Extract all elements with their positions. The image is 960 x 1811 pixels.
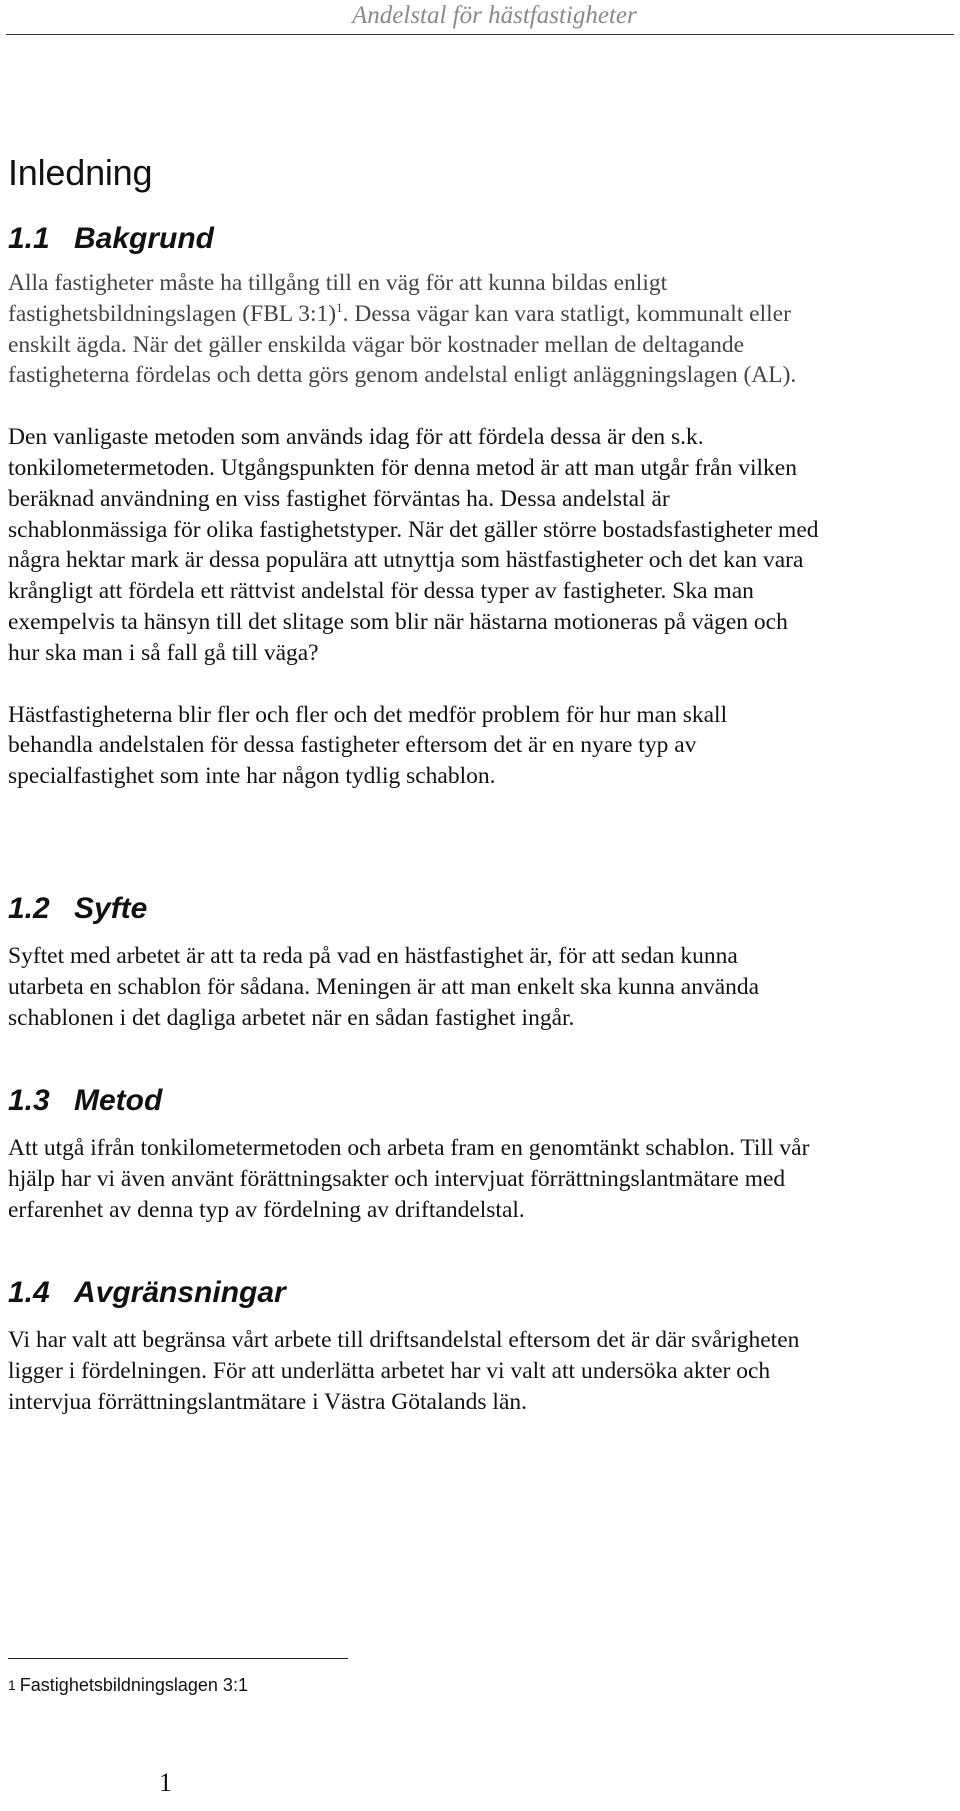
text-line: schablonmässiga för olika fastighetstyper. När det gäller större bostadsfastigheter med [8, 516, 819, 543]
running-header-title: Andelstal för hästfastigheter [352, 2, 637, 29]
text-line: behandla andelstalen för dessa fastigheter eftersom det är en nyare typ av [8, 732, 697, 759]
text-line: exempelvis ta hänsyn till det slitage som blir när hästarna motioneras på vägen och [8, 608, 788, 635]
footnote-reference[interactable]: 1 [336, 299, 343, 315]
text-segment: fastighetsbildningslagen (FBL 3:1) [8, 300, 337, 327]
text-line: Alla fastigheter måste ha tillgång till en väg för att kunna bildas enligt [8, 270, 668, 296]
text-line: hur ska man i så fall gå till väga? [8, 639, 319, 666]
text-line: Vi har valt att begränsa vårt arbete till driftsandelstal eftersom det är där svårigheten [8, 1327, 800, 1353]
section-bakgrund [8, 221, 952, 792]
text-line: intervjua förrättningslantmätare i Västra Götalands län. [8, 1388, 528, 1415]
paragraph [8, 941, 952, 1033]
footnote-divider [8, 1658, 348, 1659]
text-line: fastigheterna fördelas och detta görs genom andelstal enligt anläggningslagen (AL). [8, 362, 797, 389]
section-syfte [8, 891, 952, 1033]
section-number: 1.3 [8, 1084, 50, 1117]
paragraph [8, 268, 952, 391]
section-title: Metod [74, 1084, 163, 1117]
section-title: Syfte [74, 892, 148, 925]
section-title: Bakgrund [74, 222, 215, 255]
section-heading [8, 1083, 952, 1119]
section-number: 1.2 [8, 892, 50, 925]
text-line: krångligt att fördela ett rättvist andelstal för dessa typer av fastigheter. Ska man [8, 578, 754, 605]
paragraph [8, 700, 952, 792]
page-number: 1 [159, 1768, 172, 1797]
section-heading [8, 891, 952, 927]
section-metod [8, 1083, 952, 1225]
section-avgransningar [8, 1275, 952, 1417]
footnote [8, 1674, 248, 1696]
text-line: några hektar mark är dessa populära att utnyttja som hästfastigheter och det kan vara [8, 547, 804, 574]
chapter-title: Inledning [8, 152, 153, 193]
text-line: hjälp har vi även använt förättningsakter och intervjuat förrättningslantmätare med [8, 1165, 786, 1192]
text-line: Hästfastigheterna blir fler och fler och det medför problem för hur man skall [8, 701, 728, 728]
section-heading [8, 221, 952, 257]
paragraph [8, 1325, 952, 1417]
paragraph [8, 1133, 952, 1225]
section-title: Avgränsningar [74, 1276, 286, 1309]
text-line [8, 299, 952, 330]
text-segment: . Dessa vägar kan vara statligt, kommunalt eller [342, 300, 791, 327]
section-heading [8, 1275, 952, 1311]
text-line: Den vanligaste metoden som används idag för att fördela dessa är den s.k. [8, 424, 704, 451]
text-line: tonkilometermetoden. Utgångspunkten för denna metod är att man utgår från vilken [8, 454, 797, 481]
text-line: enskilt ägda. När det gäller enskilda vägar bör kostnader mellan de deltagande [8, 331, 745, 358]
section-number: 1.1 [8, 222, 50, 255]
footnote-number: 1 [8, 1677, 16, 1693]
text-line: utarbeta en schablon för sådana. Meningen är att man enkelt ska kunna använda [8, 973, 760, 1000]
text-line: specialfastighet som inte har någon tydlig schablon. [8, 763, 496, 790]
footnote-text: Fastighetsbildningslagen 3:1 [19, 1675, 248, 1695]
text-line: ligger i fördelningen. För att underlätta arbetet har vi valt att undersöka akter och [8, 1357, 771, 1384]
text-line: Syftet med arbetet är att ta reda på vad en hästfastighet är, för att sedan kunna [8, 943, 738, 969]
running-header [6, 0, 954, 35]
text-line: Att utgå ifrån tonkilometermetoden och arbeta fram en genomtänkt schablon. Till vår [8, 1135, 810, 1161]
section-number: 1.4 [8, 1276, 50, 1309]
text-line: erfarenhet av denna typ av fördelning av driftandelstal. [8, 1196, 525, 1223]
text-line: beräknad användning en viss fastighet förväntas ha. Dessa andelstal är [8, 485, 670, 512]
text-line: schablonen i det dagliga arbetet när en sådan fastighet ingår. [8, 1004, 575, 1031]
paragraph [8, 422, 952, 668]
